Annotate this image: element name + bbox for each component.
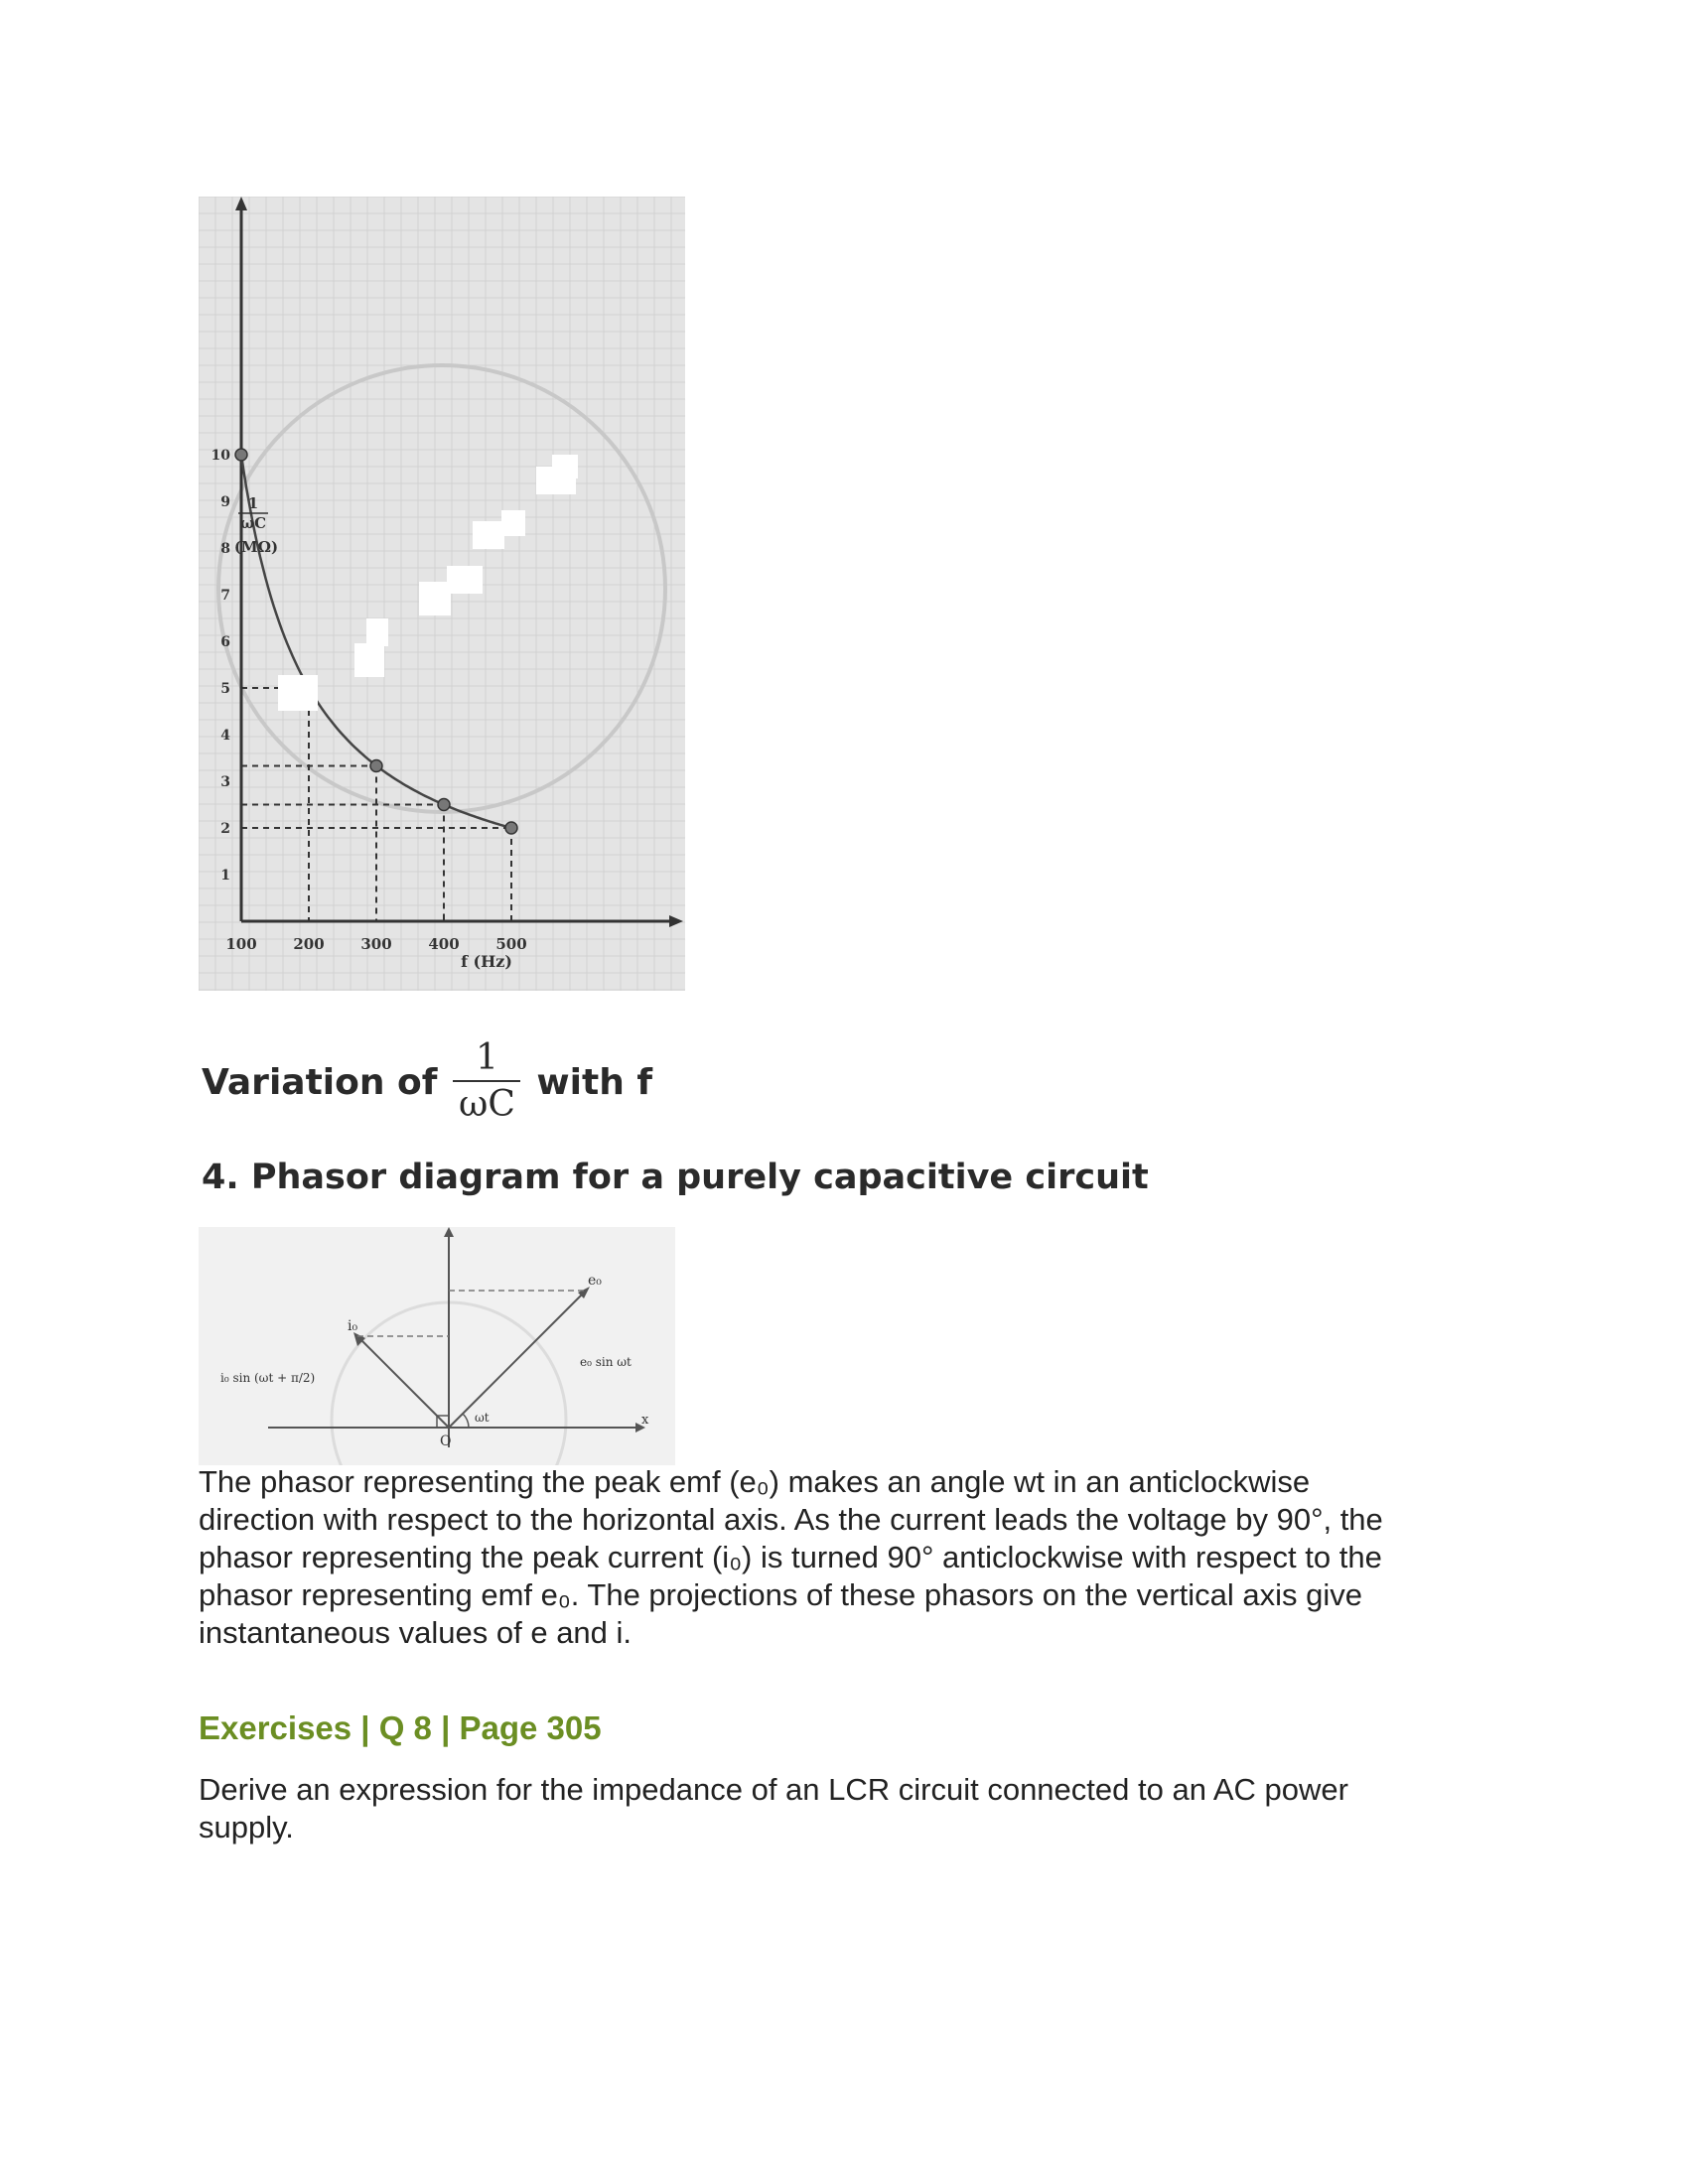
phasor-diagram <box>199 1227 675 1465</box>
y-tick-label: 1 <box>220 868 230 884</box>
x-tick-label: 500 <box>495 935 527 953</box>
label-current-expr: i₀ sin (ωt + π/2) <box>220 1371 316 1385</box>
data-point <box>370 759 382 771</box>
fraction-denominator: ωC <box>458 1084 515 1125</box>
label-emf-expr: e₀ sin ωt <box>580 1355 632 1369</box>
data-point <box>438 799 450 811</box>
explanation-paragraph <box>199 1463 1489 1652</box>
section-heading: 4. Phasor diagram for a purely capacitive circuit <box>202 1158 1149 1197</box>
label-i0: i₀ <box>348 1318 358 1334</box>
x-tick-label: 400 <box>428 935 460 953</box>
y-tick-label: 5 <box>220 681 230 697</box>
fraction-numerator: 1 <box>475 1037 498 1078</box>
graph-canvas <box>199 197 685 991</box>
phasor-background <box>199 1227 675 1465</box>
label-origin: O <box>440 1433 452 1449</box>
y-tick-label: 6 <box>220 634 230 650</box>
paragraph-line: phasor representing emf e₀. The projections of these phasors on the vertical axis give <box>199 1577 1362 1612</box>
y-tick-label: 7 <box>220 588 230 604</box>
y-tick-label: 2 <box>220 821 230 837</box>
x-tick-label: 200 <box>293 935 325 953</box>
caption-fraction <box>453 1036 520 1128</box>
question-line: supply. <box>199 1810 294 1844</box>
label-x: x <box>641 1413 649 1428</box>
y-label-numerator: 1 <box>247 494 259 512</box>
caption-suffix: with f <box>536 1061 653 1103</box>
reactance-frequency-graph <box>199 197 685 991</box>
label-e0: e₀ <box>588 1273 602 1289</box>
caption-prefix: Variation of <box>202 1061 438 1103</box>
paragraph-line: phasor representing the peak current (i₀) is turned 90° anticlockwise with respect to the <box>199 1540 1382 1574</box>
exercise-reference: Exercises | Q 8 | Page 305 <box>199 1709 602 1746</box>
label-omega-t: ωt <box>475 1411 490 1425</box>
paragraph-line: instantaneous values of e and i. <box>199 1615 633 1650</box>
y-tick-label: 8 <box>220 541 230 557</box>
x-axis-label: f (Hz) <box>461 952 512 971</box>
y-tick-label: 3 <box>220 774 230 790</box>
figure-caption <box>202 1032 652 1132</box>
x-tick-label: 100 <box>225 935 257 953</box>
question-line: Derive an expression for the impedance of an LCR circuit connected to an AC power <box>199 1772 1348 1807</box>
x-tick-label: 300 <box>360 935 392 953</box>
data-point <box>235 449 247 461</box>
paragraph-line: The phasor representing the peak emf (e₀) makes an angle wt in an anticlockwise <box>199 1464 1311 1499</box>
y-tick-label: 9 <box>220 494 230 510</box>
y-tick-label: 10 <box>211 448 230 464</box>
y-label-denominator: ωC <box>239 514 267 532</box>
y-label-unit: (MΩ) <box>233 538 279 556</box>
paragraph-line: direction with respect to the horizontal axis. As the current leads the voltage by 90°, the <box>199 1502 1383 1537</box>
y-tick-label: 4 <box>220 728 230 744</box>
data-point <box>505 822 517 834</box>
question-text <box>199 1771 1489 1846</box>
phasor-canvas <box>199 1227 675 1465</box>
